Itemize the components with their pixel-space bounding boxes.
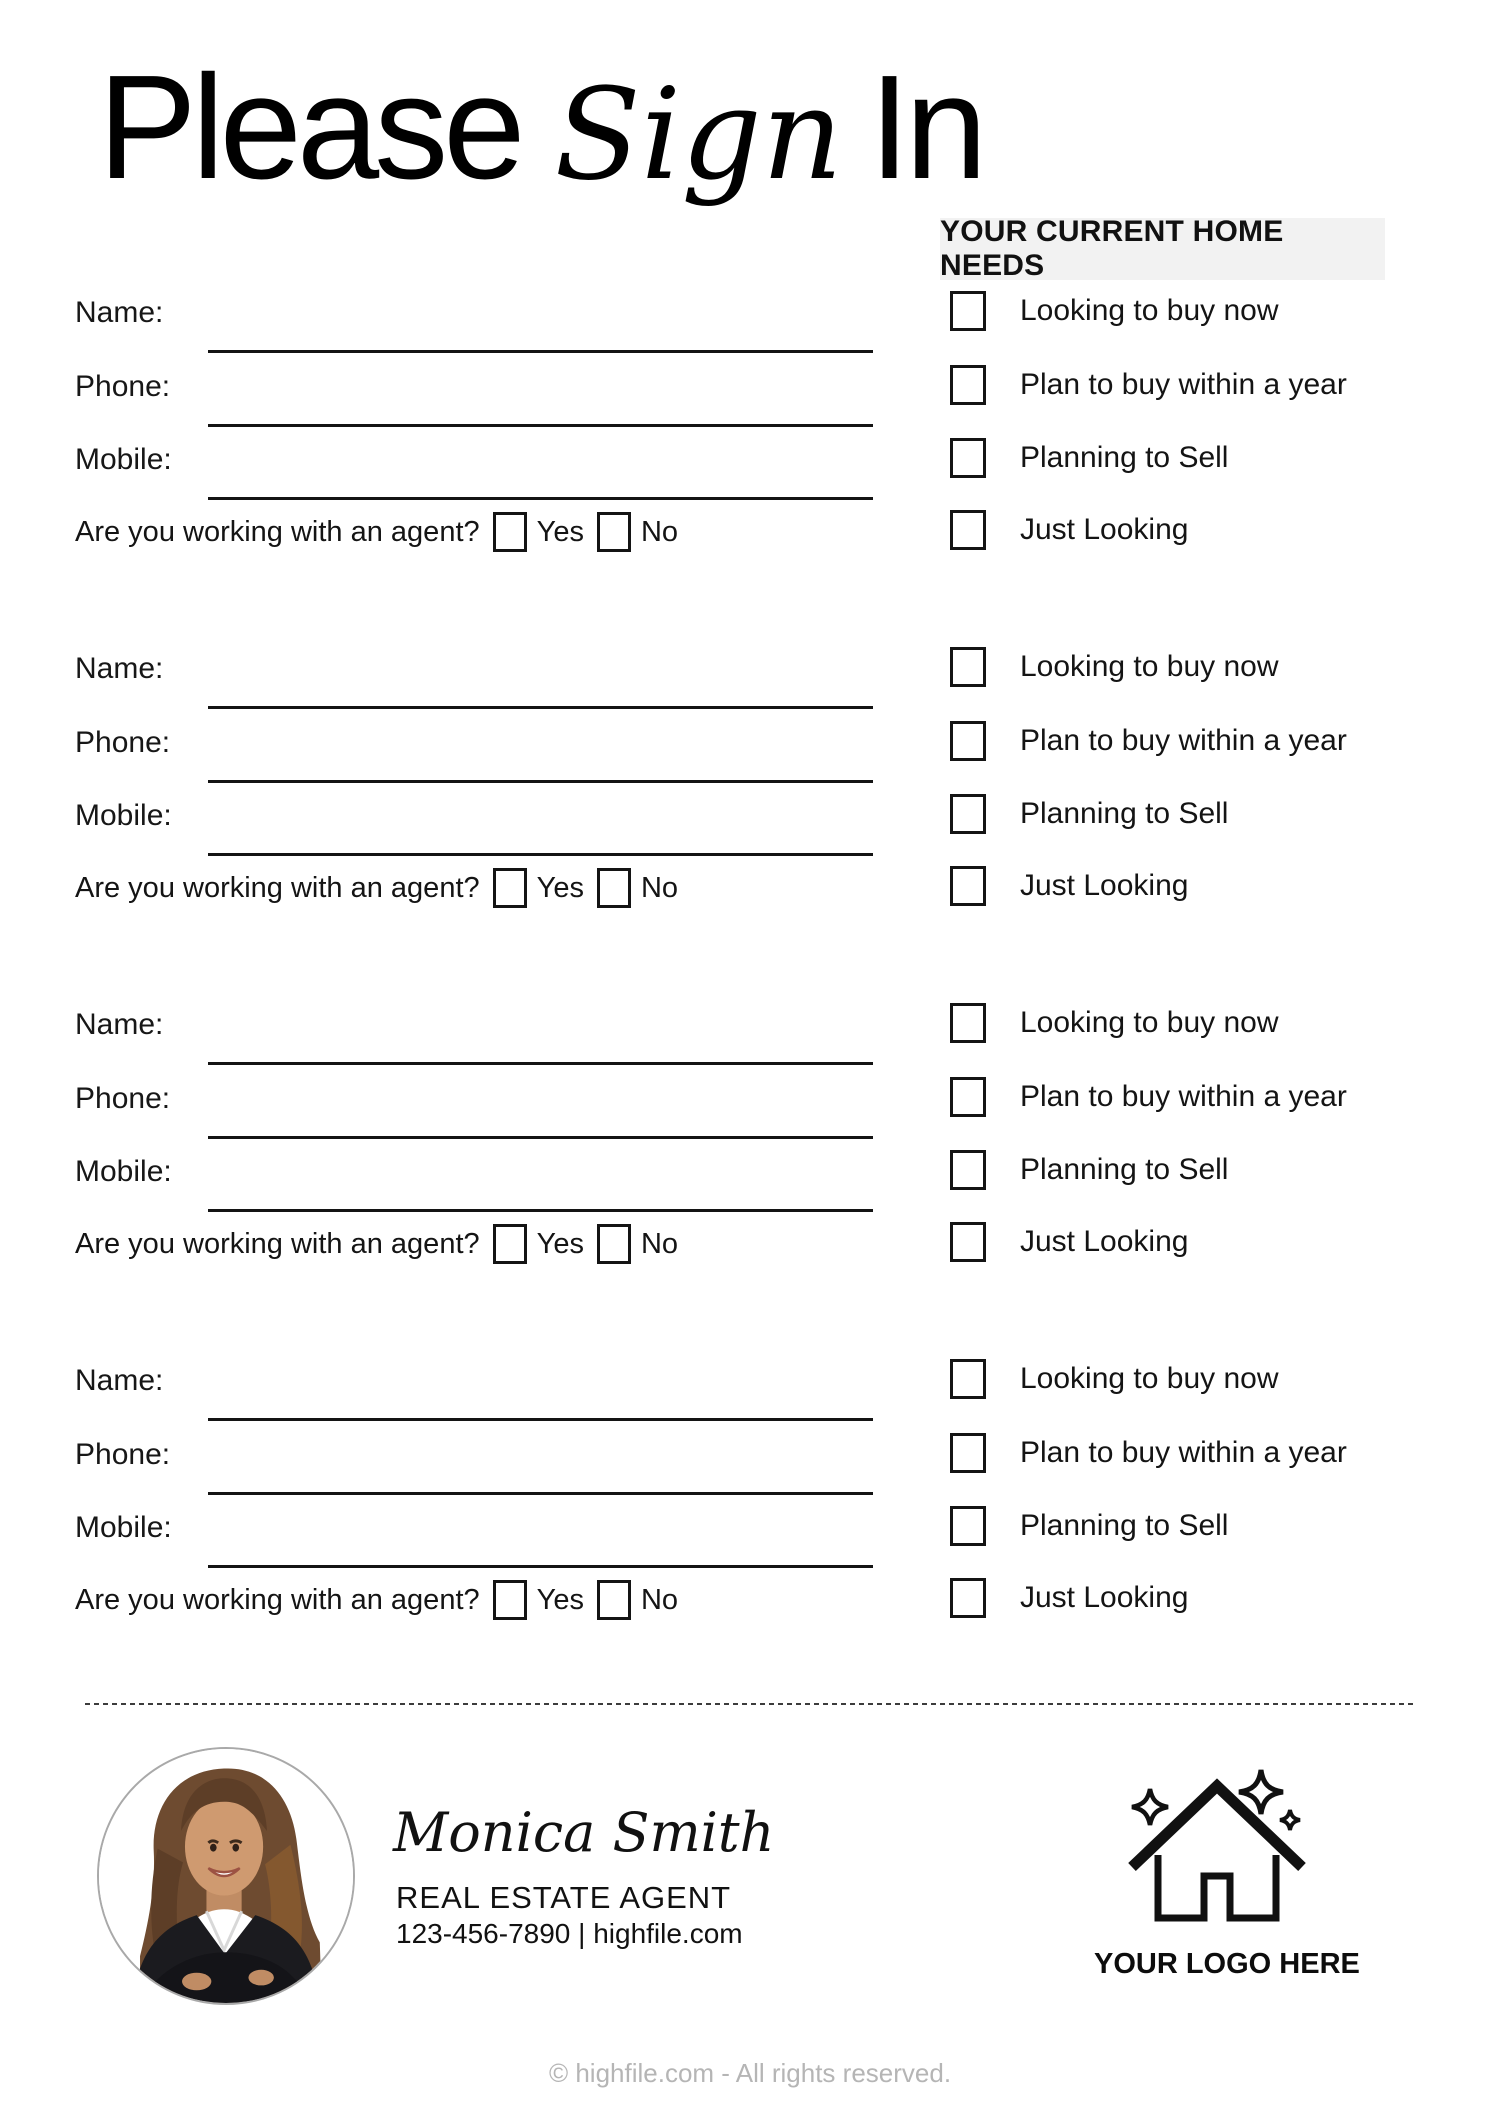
need-label: Just Looking bbox=[1020, 1581, 1189, 1614]
no-label: No bbox=[640, 1227, 679, 1260]
title-word-please: Please bbox=[98, 45, 521, 210]
agent-yes-checkbox[interactable] bbox=[493, 868, 527, 908]
need-checkbox-buy-within-year[interactable] bbox=[950, 1433, 986, 1473]
need-label: Planning to Sell bbox=[1020, 797, 1229, 830]
signin-entry-2 bbox=[0, 614, 1500, 970]
need-label: Planning to Sell bbox=[1020, 1153, 1229, 1186]
phone-write-line[interactable] bbox=[208, 1492, 873, 1495]
agent-name: Monica Smith bbox=[393, 1801, 775, 1864]
need-row bbox=[950, 1077, 1347, 1117]
phone-label: Phone: bbox=[75, 1438, 171, 1471]
need-label: Looking to buy now bbox=[1020, 1006, 1279, 1039]
agent-no-checkbox[interactable] bbox=[597, 1580, 631, 1620]
name-label: Name: bbox=[75, 1008, 164, 1041]
need-label: Plan to buy within a year bbox=[1020, 1080, 1347, 1113]
copyright-text: © highfile.com - All rights reserved. bbox=[548, 2058, 952, 2088]
need-row bbox=[950, 1003, 1279, 1043]
phone-write-line[interactable] bbox=[208, 424, 873, 427]
agent-photo bbox=[97, 1747, 355, 2005]
agent-question-row bbox=[75, 866, 691, 910]
agent-question-label: Are you working with an agent? bbox=[75, 1583, 480, 1616]
agent-question-row bbox=[75, 510, 691, 554]
phone-label: Phone: bbox=[75, 726, 171, 759]
need-row bbox=[950, 438, 1228, 478]
agent-no-checkbox[interactable] bbox=[597, 868, 631, 908]
agent-question-label: Are you working with an agent? bbox=[75, 871, 480, 904]
yes-label: Yes bbox=[536, 515, 584, 548]
need-row bbox=[950, 1506, 1228, 1546]
need-checkbox-buy-now[interactable] bbox=[950, 1003, 986, 1043]
agent-question-row bbox=[75, 1222, 691, 1266]
need-row bbox=[950, 794, 1228, 834]
needs-panel-header: YOUR CURRENT HOME NEEDS bbox=[940, 218, 1385, 280]
mobile-label: Mobile: bbox=[75, 799, 172, 832]
need-row bbox=[950, 510, 1188, 550]
name-label: Name: bbox=[75, 1364, 164, 1397]
agent-question-label: Are you working with an agent? bbox=[75, 515, 480, 548]
need-row bbox=[950, 1433, 1347, 1473]
mobile-write-line[interactable] bbox=[208, 1565, 873, 1568]
agent-contact: 123-456-7890 | highfile.com bbox=[396, 1918, 743, 1949]
need-checkbox-planning-to-sell[interactable] bbox=[950, 1506, 986, 1546]
need-label: Plan to buy within a year bbox=[1020, 1436, 1347, 1469]
need-checkbox-buy-now[interactable] bbox=[950, 647, 986, 687]
signin-entry-4 bbox=[0, 1326, 1500, 1682]
need-checkbox-just-looking[interactable] bbox=[950, 1578, 986, 1618]
phone-write-line[interactable] bbox=[208, 1136, 873, 1139]
agent-yes-checkbox[interactable] bbox=[493, 512, 527, 552]
need-label: Planning to Sell bbox=[1020, 1509, 1229, 1542]
dotted-divider bbox=[85, 1703, 1416, 1705]
need-checkbox-buy-within-year[interactable] bbox=[950, 365, 986, 405]
agent-yes-checkbox[interactable] bbox=[493, 1224, 527, 1264]
name-write-line[interactable] bbox=[208, 706, 873, 709]
sparkle-icon bbox=[1280, 1810, 1300, 1830]
phone-write-line[interactable] bbox=[208, 780, 873, 783]
need-checkbox-buy-now[interactable] bbox=[950, 1359, 986, 1399]
need-label: Plan to buy within a year bbox=[1020, 724, 1347, 757]
need-label: Plan to buy within a year bbox=[1020, 368, 1347, 401]
need-label: Looking to buy now bbox=[1020, 294, 1279, 327]
name-write-line[interactable] bbox=[208, 1418, 873, 1421]
house-logo-icon bbox=[1118, 1752, 1318, 1924]
yes-label: Yes bbox=[536, 1583, 584, 1616]
name-label: Name: bbox=[75, 652, 164, 685]
mobile-label: Mobile: bbox=[75, 1155, 172, 1188]
agent-yes-checkbox[interactable] bbox=[493, 1580, 527, 1620]
need-row bbox=[950, 1359, 1279, 1399]
need-label: Just Looking bbox=[1020, 869, 1189, 902]
agent-question-row bbox=[75, 1578, 691, 1622]
no-label: No bbox=[640, 515, 679, 548]
need-row bbox=[950, 1222, 1188, 1262]
no-label: No bbox=[640, 871, 679, 904]
name-write-line[interactable] bbox=[208, 350, 873, 353]
need-checkbox-planning-to-sell[interactable] bbox=[950, 438, 986, 478]
agent-role: REAL ESTATE AGENT bbox=[396, 1880, 732, 1915]
signin-entry-1 bbox=[0, 258, 1500, 614]
need-checkbox-planning-to-sell[interactable] bbox=[950, 794, 986, 834]
need-label: Just Looking bbox=[1020, 513, 1189, 546]
phone-label: Phone: bbox=[75, 1082, 171, 1115]
title-word-sign: Sign bbox=[554, 61, 843, 208]
yes-label: Yes bbox=[536, 871, 584, 904]
yes-label: Yes bbox=[536, 1227, 584, 1260]
need-checkbox-planning-to-sell[interactable] bbox=[950, 1150, 986, 1190]
title-word-in: In bbox=[868, 45, 983, 210]
phone-label: Phone: bbox=[75, 370, 171, 403]
name-write-line[interactable] bbox=[208, 1062, 873, 1065]
agent-question-label: Are you working with an agent? bbox=[75, 1227, 480, 1260]
page-title bbox=[98, 45, 983, 210]
need-label: Planning to Sell bbox=[1020, 441, 1229, 474]
sparkle-icon bbox=[1132, 1789, 1168, 1825]
agent-no-checkbox[interactable] bbox=[597, 1224, 631, 1264]
name-label: Name: bbox=[75, 296, 164, 329]
need-row bbox=[950, 721, 1347, 761]
need-row bbox=[950, 365, 1347, 405]
mobile-label: Mobile: bbox=[75, 443, 172, 476]
need-row bbox=[950, 1150, 1228, 1190]
need-checkbox-just-looking[interactable] bbox=[950, 1222, 986, 1262]
need-row bbox=[950, 866, 1188, 906]
need-checkbox-buy-now[interactable] bbox=[950, 291, 986, 331]
need-label: Looking to buy now bbox=[1020, 1362, 1279, 1395]
agent-portrait-illustration bbox=[99, 1749, 353, 2003]
signin-entry-3 bbox=[0, 970, 1500, 1326]
need-label: Just Looking bbox=[1020, 1225, 1189, 1258]
need-row bbox=[950, 647, 1279, 687]
need-label: Looking to buy now bbox=[1020, 650, 1279, 683]
need-row bbox=[950, 1578, 1188, 1618]
need-checkbox-just-looking[interactable] bbox=[950, 510, 986, 550]
no-label: No bbox=[640, 1583, 679, 1616]
agent-no-checkbox[interactable] bbox=[597, 512, 631, 552]
mobile-write-line[interactable] bbox=[208, 497, 873, 500]
need-row bbox=[950, 291, 1279, 331]
mobile-label: Mobile: bbox=[75, 1511, 172, 1544]
mobile-write-line[interactable] bbox=[208, 853, 873, 856]
logo-placeholder-text: YOUR LOGO HERE bbox=[1094, 1948, 1360, 1980]
mobile-write-line[interactable] bbox=[208, 1209, 873, 1212]
need-checkbox-buy-within-year[interactable] bbox=[950, 721, 986, 761]
need-checkbox-just-looking[interactable] bbox=[950, 866, 986, 906]
need-checkbox-buy-within-year[interactable] bbox=[950, 1077, 986, 1117]
